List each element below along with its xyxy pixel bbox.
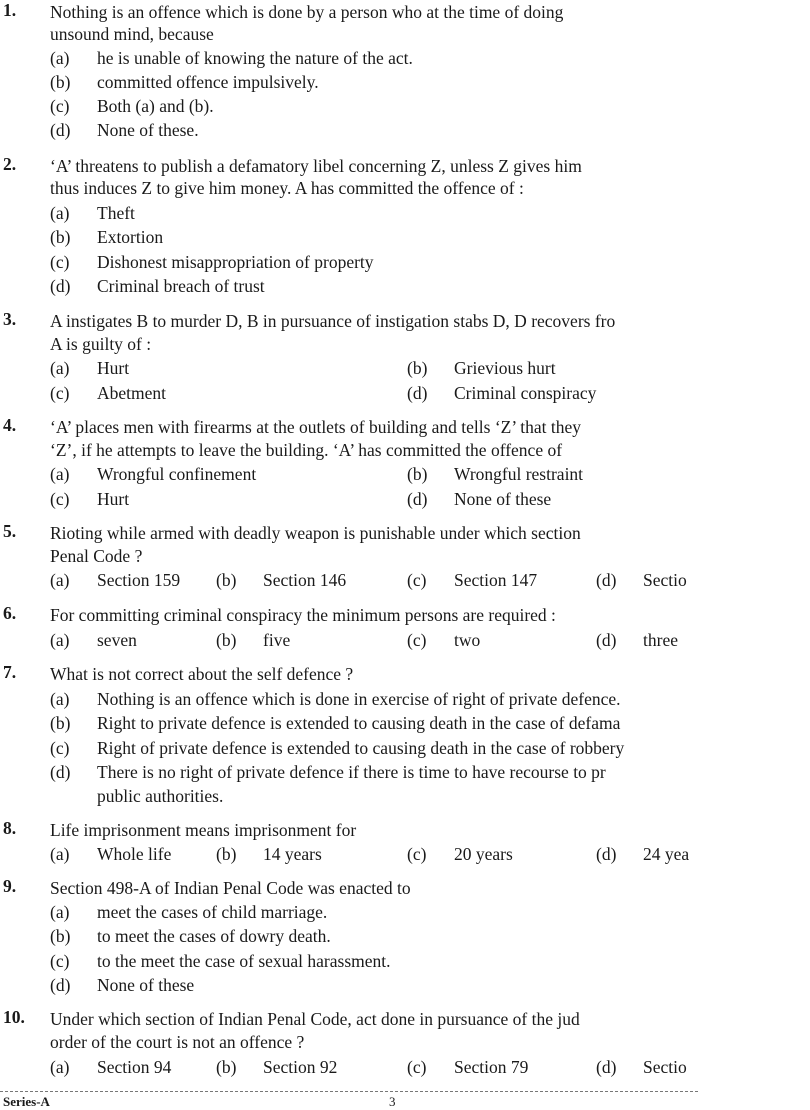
series-label: Series-A	[3, 1094, 50, 1109]
option-b: (b) Section 92	[216, 1057, 338, 1077]
question-number: 6.	[3, 603, 17, 623]
option-c: (c) Right of private defence is extended to causing death in the case of robbery	[50, 738, 625, 758]
option-d: (d) Sectio	[596, 570, 687, 590]
option-b: (b) Section 146	[216, 570, 347, 590]
page-number: 3	[389, 1094, 396, 1109]
option-d: (d) None of these	[407, 489, 552, 509]
option-c: (c) Section 147	[407, 570, 538, 590]
option-a: (a) Theft	[50, 203, 135, 223]
option-d: (d) None of these.	[50, 120, 199, 140]
question-stem-line: Life imprisonment means imprisonment for	[50, 820, 357, 840]
option-c: (c) Abetment	[50, 383, 167, 403]
option-a: (a) seven	[50, 630, 137, 650]
option-b: (b) committed offence impulsively.	[50, 72, 319, 92]
option-a: (a) Wrongful confinement	[50, 464, 257, 484]
option-c: (c) 20 years	[407, 844, 513, 864]
option-c: (c) to the meet the case of sexual harassment.	[50, 951, 391, 971]
question-stem-line: Under which section of Indian Penal Code, act done in pursuance of the jud	[50, 1009, 580, 1029]
option-d: (d) Criminal conspiracy	[407, 383, 597, 403]
footer-divider	[0, 1091, 698, 1092]
question-stem-line: unsound mind, because	[50, 24, 214, 44]
question-number: 7.	[3, 662, 17, 682]
option-b: (b) Wrongful restraint	[407, 464, 584, 484]
option-c: (c) Dishonest misappropriation of property	[50, 252, 374, 272]
question-number: 3.	[3, 309, 17, 329]
option-a: (a) Section 94	[50, 1057, 172, 1077]
question-stem-line: A is guilty of :	[50, 334, 152, 354]
option-d: (d) None of these	[50, 975, 195, 995]
option-a: (a) he is unable of knowing the nature of the act.	[50, 48, 413, 68]
question-stem-line: thus induces Z to give him money. A has committed the offence of :	[50, 178, 524, 198]
question-stem-line: ‘Z’, if he attempts to leave the building. ‘A’ has committed the offence of	[50, 440, 563, 460]
option-a: (a) meet the cases of child marriage.	[50, 902, 328, 922]
question-number: 4.	[3, 415, 17, 435]
question-stem-line: For committing criminal conspiracy the minimum persons are required :	[50, 605, 556, 625]
option-d: (d) There is no right of private defence if there is time to have recourse to pr	[50, 762, 606, 782]
question-number: 5.	[3, 521, 17, 541]
question-number: 9.	[3, 876, 17, 896]
option-c: (c) Section 79	[407, 1057, 529, 1077]
question-number: 10.	[3, 1007, 25, 1027]
question-stem-line: A instigates B to murder D, B in pursuance of instigation stabs D, D recovers fro	[50, 311, 616, 331]
option-d: (d) Criminal breach of trust	[50, 276, 265, 296]
option-c: (c) two	[407, 630, 481, 650]
option-b: (b) Grievious hurt	[407, 358, 556, 378]
option-c: (c) Hurt	[50, 489, 130, 509]
option-d: (d) 24 yea	[596, 844, 690, 864]
question-stem-line: Rioting while armed with deadly weapon is punishable under which section	[50, 523, 581, 543]
option-a: (a) Whole life	[50, 844, 172, 864]
option-d-continuation: public authorities.	[97, 786, 224, 806]
option-d: (d) three	[596, 630, 678, 650]
option-b: (b) Extortion	[50, 227, 164, 247]
option-a: (a) Section 159	[50, 570, 181, 590]
option-a: (a) Hurt	[50, 358, 130, 378]
question-stem-line: ‘A’ threatens to publish a defamatory libel concerning Z, unless Z gives him	[50, 156, 582, 176]
option-b: (b) 14 years	[216, 844, 322, 864]
option-a: (a) Nothing is an offence which is done in exercise of right of private defence.	[50, 689, 621, 709]
question-number: 8.	[3, 818, 17, 838]
option-c: (c) Both (a) and (b).	[50, 96, 214, 116]
question-number: 2.	[3, 154, 17, 174]
question-stem-line: Penal Code ?	[50, 546, 143, 566]
question-stem-line: ‘A’ places men with firearms at the outlets of building and tells ‘Z’ that they	[50, 417, 582, 437]
question-stem-line: Nothing is an offence which is done by a person who at the time of doing	[50, 2, 564, 22]
option-b: (b) Right to private defence is extended to causing death in the case of defama	[50, 713, 621, 733]
option-b: (b) five	[216, 630, 291, 650]
question-stem-line: Section 498-A of Indian Penal Code was enacted to	[50, 878, 411, 898]
question-number: 1.	[3, 0, 17, 20]
question-stem-line: What is not correct about the self defence ?	[50, 664, 354, 684]
option-b: (b) to meet the cases of dowry death.	[50, 926, 331, 946]
question-stem-line: order of the court is not an offence ?	[50, 1032, 305, 1052]
option-d: (d) Sectio	[596, 1057, 687, 1077]
